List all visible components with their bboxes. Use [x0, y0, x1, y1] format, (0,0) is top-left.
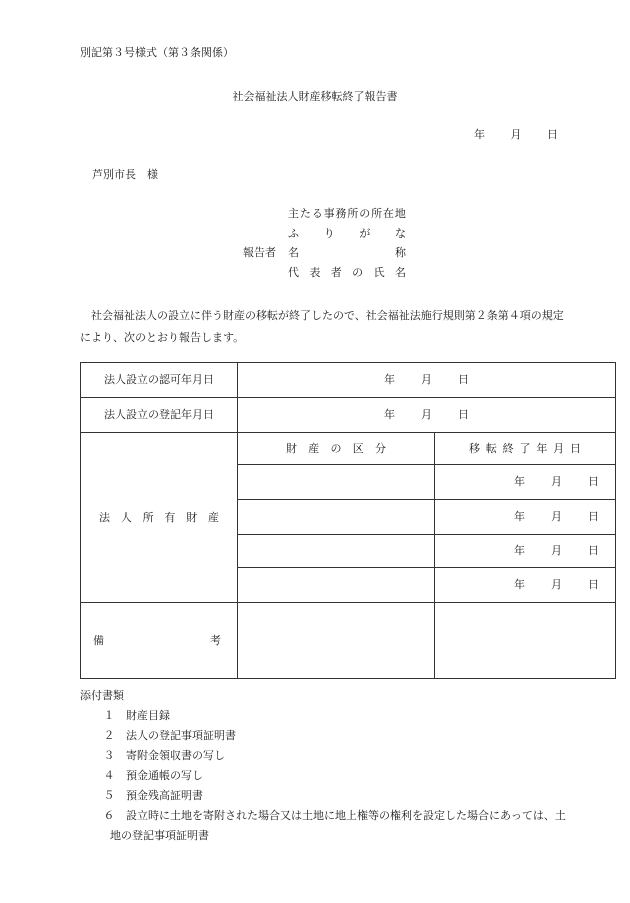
completion-date-field[interactable]: 年 月 日	[435, 535, 616, 568]
registration-date-field[interactable]: 年 月 日	[238, 398, 616, 433]
property-category-field[interactable]	[238, 465, 435, 500]
office-address-label: 主 た る 事 務 所 の 所 在 地	[288, 207, 406, 220]
approval-date-label: 法人設立の認可年月日	[81, 363, 238, 398]
completion-date-field[interactable]: 年 月 日	[435, 500, 616, 535]
year-unit: 年	[474, 128, 485, 141]
property-label: 法 人 所 有 財 産	[81, 433, 238, 603]
attachment-item-continuation: 地の登記事項証明書	[110, 829, 209, 842]
registration-date-row	[81, 398, 616, 433]
report-table	[80, 362, 616, 679]
property-category-field[interactable]	[238, 535, 435, 568]
attachment-item: ２ 法人の登記事項証明書	[103, 729, 236, 742]
property-category-field[interactable]	[238, 500, 435, 535]
approval-date-field[interactable]: 年 月 日	[238, 363, 616, 398]
remarks-row	[81, 603, 616, 679]
completion-date-field[interactable]: 年 月 日	[435, 465, 616, 500]
form-number-label: 別記第３号様式（第３条関係）	[80, 46, 234, 59]
attachment-item: ５ 預金残高証明書	[103, 789, 203, 802]
transfer-completion-header: 移 転 終 了 年 月 日	[435, 433, 616, 465]
remarks-field[interactable]	[435, 603, 616, 679]
document-title: 社会福祉法人財産移転終了報告書	[232, 90, 398, 103]
attachments-heading: 添付書類	[80, 689, 124, 702]
property-header-row	[81, 433, 616, 465]
furigana-label: ふ り が な	[288, 227, 406, 240]
attachment-item: １ 財産目録	[103, 709, 170, 722]
month-unit: 月	[510, 128, 522, 141]
attachment-item: ４ 預金通帳の写し	[103, 769, 203, 782]
approval-date-row	[81, 363, 616, 398]
day-unit: 日	[547, 128, 558, 141]
registration-date-label: 法人設立の登記年月日	[81, 398, 238, 433]
body-text-line-1: 社会福祉法人の設立に伴う財産の移転が終了したので、社会福祉法施行規則第２条第４項の規定	[91, 309, 564, 322]
completion-date-field[interactable]: 年 月 日	[435, 568, 616, 603]
property-category-header: 財 産 の 区 分	[238, 433, 435, 465]
attachment-item: ３ 寄附金領収書の写し	[103, 749, 225, 762]
body-text-line-2: により、次のとおり報告します。	[80, 331, 245, 344]
corporation-name-label: 名 称	[288, 246, 406, 259]
addressee: 芦別市長 様	[92, 168, 158, 181]
report-body-text	[80, 305, 600, 349]
remarks-label: 備 考	[81, 603, 238, 679]
representative-name-label: 代 表 者 の 氏 名	[288, 266, 406, 279]
report-date-line	[474, 128, 580, 142]
attachments-section	[80, 686, 600, 846]
remarks-field[interactable]	[238, 603, 435, 679]
reporter-label: 報告者	[243, 246, 276, 259]
attachment-item: ６ 設立時に土地を寄附された場合又は土地に地上権等の権利を設定した場合にあっては、土	[103, 809, 566, 822]
property-category-field[interactable]	[238, 568, 435, 603]
